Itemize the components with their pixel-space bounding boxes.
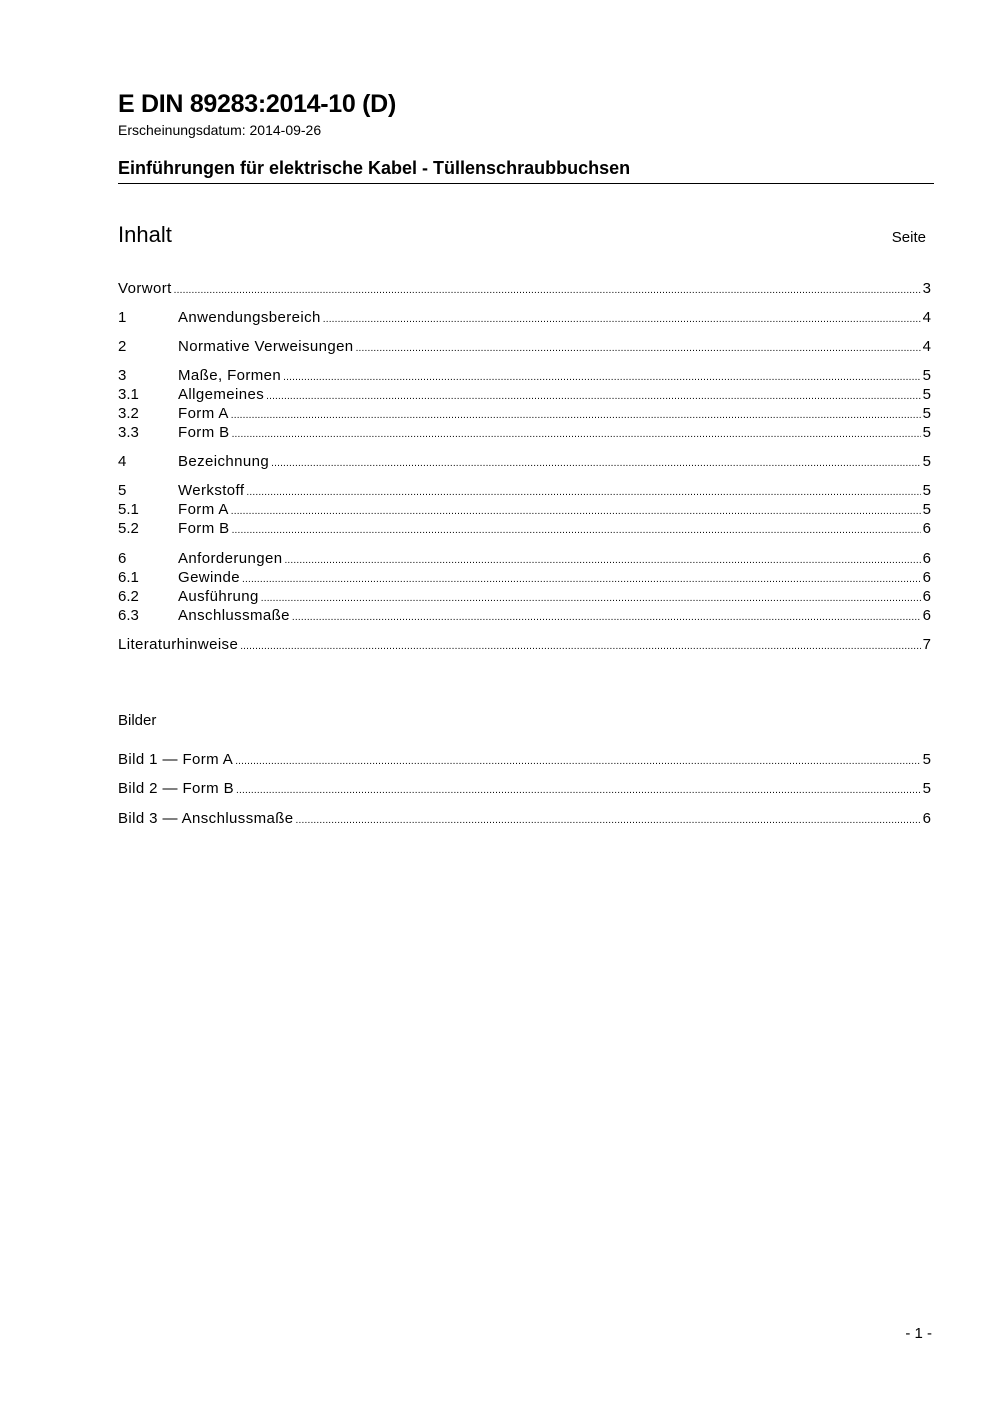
toc-entry-6-1[interactable] <box>118 568 931 587</box>
toc-entry-page: 5 <box>922 424 931 441</box>
figure-entry-1[interactable] <box>118 750 931 769</box>
toc-entry-title: Bezeichnung <box>178 453 270 470</box>
toc-heading: Inhalt <box>118 222 172 247</box>
toc-entry-5-1[interactable] <box>118 500 931 519</box>
toc-entry-1[interactable] <box>118 308 931 327</box>
toc-entry-page: 6 <box>922 569 931 586</box>
toc-entry-4[interactable] <box>118 452 931 471</box>
figure-entry-page: 5 <box>922 751 931 768</box>
document-id: E DIN 89283:2014-10 (D) <box>118 90 396 118</box>
toc-entry-number: 6 <box>118 550 127 567</box>
figure-entry-title: Bild 1 — Form A <box>118 751 234 768</box>
toc-entry-title: Form A <box>178 501 229 518</box>
toc-entry-5-2[interactable] <box>118 519 931 538</box>
toc-entry-number: 6.1 <box>118 569 139 586</box>
toc-leader-dots <box>240 637 920 656</box>
toc-entry-title: Normative Verweisungen <box>178 338 354 355</box>
publication-date: Erscheinungsdatum: 2014-09-26 <box>118 122 322 138</box>
toc-entry-page: 6 <box>922 588 931 605</box>
toc-entry-title: Anschlussmaße <box>178 607 290 624</box>
toc-leader-dots <box>235 752 920 771</box>
toc-entry-title: Maße, Formen <box>178 367 282 384</box>
figures-heading: Bilder <box>118 712 157 729</box>
toc-entry-6-3[interactable] <box>118 606 931 625</box>
toc-entry-2[interactable] <box>118 337 931 356</box>
figure-entry-page: 5 <box>922 780 931 797</box>
toc-entry-3-1[interactable] <box>118 385 931 404</box>
toc-entry-number: 3.1 <box>118 386 139 403</box>
toc-entry-page: 5 <box>922 501 931 518</box>
toc-entry-number: 3 <box>118 367 127 384</box>
toc-entry-number: 6.3 <box>118 607 139 624</box>
toc-entry-title: Gewinde <box>178 569 241 586</box>
toc-leader-dots <box>236 781 921 800</box>
toc-leader-dots <box>232 425 921 444</box>
toc-entry-number: 3.3 <box>118 424 139 441</box>
figure-entry-title: Bild 2 — Form B <box>118 780 235 797</box>
toc-entry-number: 5.1 <box>118 501 139 518</box>
toc-leader-dots <box>271 454 921 473</box>
toc-entry-page: 5 <box>922 405 931 422</box>
toc-entry-page: 5 <box>922 453 931 470</box>
toc-entry-literaturhinweise[interactable] <box>118 635 931 654</box>
toc-entry-title: Vorwort <box>118 280 172 297</box>
toc-entry-5[interactable] <box>118 481 931 500</box>
toc-entry-title: Form A <box>178 405 229 422</box>
title-divider <box>118 183 934 184</box>
toc-leader-dots <box>292 608 921 627</box>
figure-entry-3[interactable] <box>118 809 931 828</box>
toc-entry-number: 5.2 <box>118 520 139 537</box>
toc-leader-dots <box>174 281 921 300</box>
toc-leader-dots <box>356 339 921 358</box>
toc-entry-number: 5 <box>118 482 127 499</box>
toc-entry-page: 6 <box>922 607 931 624</box>
document-title: Einführungen für elektrische Kabel - Tüllenschraubbuchsen <box>118 158 631 178</box>
figure-entry-title: Bild 3 — Anschlussmaße <box>118 810 294 827</box>
toc-entry-title: Werkstoff <box>178 482 245 499</box>
page-number: - 1 - <box>905 1325 932 1342</box>
toc-entry-title: Anforderungen <box>178 550 283 567</box>
figure-entry-page: 6 <box>922 810 931 827</box>
toc-entry-3-3[interactable] <box>118 423 931 442</box>
toc-entry-title: Allgemeines <box>178 386 265 403</box>
toc-entry-3-2[interactable] <box>118 404 931 423</box>
toc-entry-page: 4 <box>922 338 931 355</box>
toc-entry-number: 4 <box>118 453 127 470</box>
toc-entry-number: 6.2 <box>118 588 139 605</box>
toc-entry-title: Form B <box>178 520 230 537</box>
toc-entry-page: 6 <box>922 550 931 567</box>
toc-entry-3[interactable] <box>118 366 931 385</box>
toc-entry-title: Anwendungsbereich <box>178 309 321 326</box>
toc-entry-page: 5 <box>922 482 931 499</box>
figure-entry-2[interactable] <box>118 779 931 798</box>
toc-entry-vorwort[interactable] <box>118 279 931 298</box>
toc-entry-page: 4 <box>922 309 931 326</box>
toc-entry-page: 5 <box>922 367 931 384</box>
toc-entry-6[interactable] <box>118 549 931 568</box>
toc-entry-title: Ausführung <box>178 588 259 605</box>
toc-leader-dots <box>232 521 921 540</box>
toc-entry-number: 2 <box>118 338 127 355</box>
toc-leader-dots <box>323 310 921 329</box>
toc-entry-page: 3 <box>922 280 931 297</box>
toc-entry-title: Literaturhinweise <box>118 636 239 653</box>
toc-leader-dots <box>296 811 921 830</box>
toc-entry-page: 7 <box>922 636 931 653</box>
toc-entry-number: 3.2 <box>118 405 139 422</box>
toc-entry-title: Form B <box>178 424 230 441</box>
toc-entry-page: 5 <box>922 386 931 403</box>
toc-entry-page: 6 <box>922 520 931 537</box>
toc-page-column-label: Seite <box>891 229 926 246</box>
toc-entry-6-2[interactable] <box>118 587 931 606</box>
toc-entry-number: 1 <box>118 309 127 326</box>
